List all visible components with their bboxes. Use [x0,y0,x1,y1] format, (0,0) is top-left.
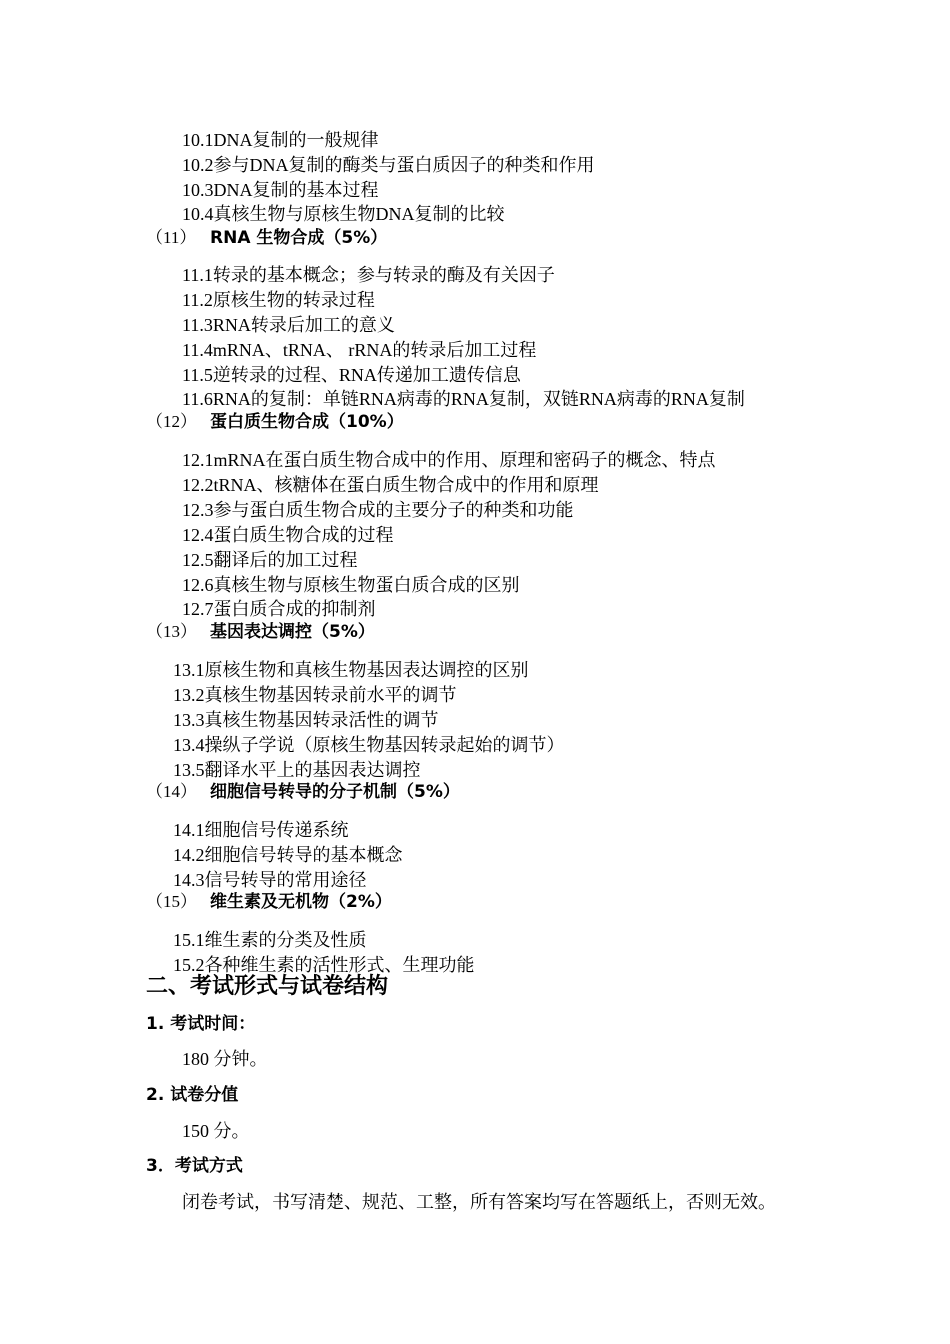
list-item: 12.1mRNA在蛋白质生物合成中的作用、原理和密码子的概念、特点 [182,450,716,470]
list-item: 12.7蛋白质合成的抑制剂 [182,599,376,619]
list-item: 10.2参与DNA复制的酶类与蛋白质因子的种类和作用 [182,155,595,175]
list-item: 11.2原核生物的转录过程 [182,290,375,310]
list-item: 10.1DNA复制的一般规律 [182,130,379,150]
list-item: 10.4真核生物与原核生物DNA复制的比较 [182,204,505,224]
paragraph: 180 分钟。 [182,1049,268,1069]
list-item: 12.2tRNA、核糖体在蛋白质生物合成中的作用和原理 [182,475,599,495]
list-item: 12.6真核生物与原核生物蛋白质合成的区别 [182,575,520,595]
section-number: （11） [146,228,197,247]
section-heading-13 [146,620,375,644]
list-item: 13.4操纵子学说（原核生物基因转录起始的调节） [173,735,565,755]
list-item: 13.2真核生物基因转录前水平的调节 [173,685,457,705]
section-heading-12 [146,410,404,434]
section-number: （15） [146,892,197,911]
section-heading-14 [146,780,460,804]
part-heading: 二、考试形式与试卷结构 [146,974,389,999]
list-item: 10.3DNA复制的基本过程 [182,180,379,200]
section-number: （13） [146,622,197,641]
list-item: 14.1细胞信号传递系统 [173,820,349,840]
list-item: 14.2细胞信号转导的基本概念 [173,845,403,865]
section-heading-15 [146,890,392,914]
list-item: 12.4蛋白质生物合成的过程 [182,525,394,545]
list-item: 13.5翻译水平上的基因表达调控 [173,760,421,780]
list-item: 11.5逆转录的过程、RNA传递加工遗传信息 [182,365,521,385]
section-heading-11 [146,226,387,250]
list-item: 13.1原核生物和真核生物基因表达调控的区别 [173,660,529,680]
list-item: 15.2各种维生素的活性形式、生理功能 [173,955,475,975]
subsection-title: 3．考试方式 [146,1156,243,1176]
list-item: 12.3参与蛋白质生物合成的主要分子的种类和功能 [182,500,574,520]
section-title: 维生素及无机物（2%） [210,892,392,912]
paragraph: 闭卷考试，书写清楚、规范、工整，所有答案均写在答题纸上，否则无效。 [182,1192,776,1212]
list-item: 15.1维生素的分类及性质 [173,930,367,950]
paragraph: 150 分。 [182,1121,250,1141]
section-title: 基因表达调控（5%） [210,622,375,642]
list-item: 12.5翻译后的加工过程 [182,550,358,570]
list-item: 11.3RNA转录后加工的意义 [182,315,395,335]
list-item: 11.4mRNA、tRNA、 rRNA的转录后加工过程 [182,340,537,360]
section-title: RNA 生物合成（5%） [210,228,388,248]
section-title: 细胞信号转导的分子机制（5%） [210,782,460,802]
subsection-title: 1. 考试时间： [146,1014,256,1034]
list-item: 11.6RNA的复制：单链RNA病毒的RNA复制，双链RNA病毒的RNA复制 [182,389,745,409]
list-item: 14.3信号转导的常用途径 [173,870,367,890]
section-title: 蛋白质生物合成（10%） [210,412,404,432]
section-number: （12） [146,412,197,431]
list-item: 13.3真核生物基因转录活性的调节 [173,710,439,730]
section-number: （14） [146,782,197,801]
list-item: 11.1转录的基本概念；参与转录的酶及有关因子 [182,265,555,285]
subsection-title: 2. 试卷分值 [146,1085,239,1105]
